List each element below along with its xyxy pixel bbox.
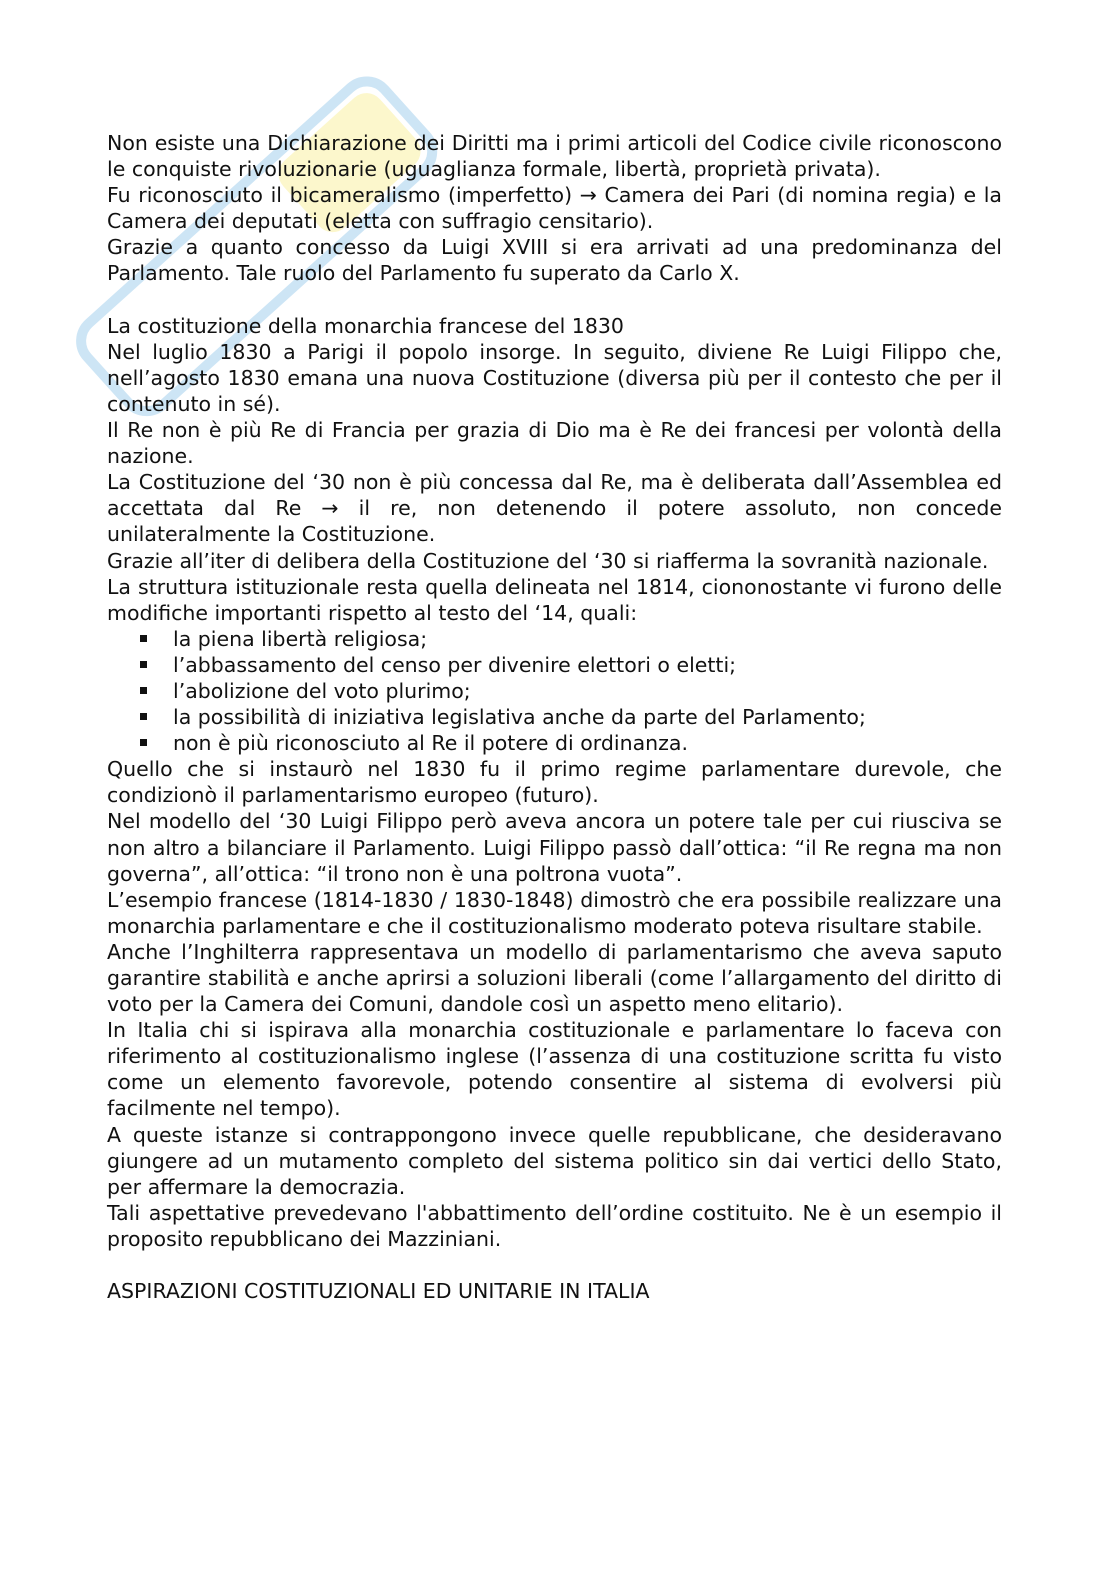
blank-line (107, 287, 1002, 313)
bullet-item: la possibilità di iniziativa legislativa anche da parte del Parlamento; (140, 704, 1002, 730)
bullet-list (107, 626, 1002, 756)
paragraph: Tali aspettative prevedevano l'abbattimento dell’ordine costituito. Ne è un esempio il proposito repubblicano dei Mazziniani. (107, 1200, 1002, 1251)
paragraph: Il Re non è più Re di Francia per grazia di Dio ma è Re dei francesi per volontà della nazione. (107, 418, 1002, 469)
paragraph: In Italia chi si ispirava alla monarchia costituzionale e parlamentare lo faceva con riferimento al costituzionalismo inglese (l’assenza di una costituzione scritta fu visto come un elemento favorevole, potendo consentire al sistema di evolversi più facilmente nel tempo). (107, 1018, 1002, 1121)
paragraph: La struttura istituzionale resta quella delineata nel 1814, ciononostante vi furono delle modifiche importanti rispetto al testo del ‘14, quali: (107, 574, 1002, 625)
paragraph: L’esempio francese (1814-1830 / 1830-1848) dimostrò che era possibile realizzare una monarchia parlamentare e che il costituzionalismo moderato poteva risultare stabile. (107, 887, 1002, 938)
bullet-item: l’abbassamento del censo per divenire elettori o eletti; (140, 652, 1002, 678)
paragraph: Non esiste una Dichiarazione dei Diritti ma i primi articoli del Codice civile riconoscono le conquiste rivoluzionarie (uguaglianza formale, libertà, proprietà privata). (107, 131, 1002, 182)
document-page (107, 130, 1002, 1304)
section-heading: ASPIRAZIONI COSTITUZIONALI ED UNITARIE IN ITALIA (107, 1279, 650, 1304)
paragraph: Grazie a quanto concesso da Luigi XVIII si era arrivati ad una predominanza del Parlamento. Tale ruolo del Parlamento fu superato da Carlo X. (107, 235, 1002, 286)
bullet-item: l’abolizione del voto plurimo; (140, 678, 1002, 704)
paragraph: Nel modello del ‘30 Luigi Filippo però aveva ancora un potere tale per cui riusciva se non altro a bilanciare il Parlamento. Luigi Filippo passò dall’ottica: “il Re regna ma non governa”, all’ottica: “il trono non è una poltrona vuota”. (107, 809, 1002, 886)
bullet-item: la piena libertà religiosa; (140, 626, 1002, 652)
paragraph: Anche l’Inghilterra rappresentava un modello di parlamentarismo che aveva saputo garantire stabilità e anche aprirsi a soluzioni liberali (come l’allargamento del diritto di voto per la Camera dei Comuni, dandole così un aspetto meno elitario). (107, 939, 1002, 1017)
bullet-item: non è più riconosciuto al Re il potere di ordinanza. (140, 730, 1002, 756)
paragraph: A queste istanze si contrappongono invece quelle repubblicane, che desideravano giungere ad un mutamento completo del sistema politico sin dai vertici dello Stato, per affermare la democrazia. (107, 1122, 1002, 1199)
paragraph: Nel luglio 1830 a Parigi il popolo insorge. In seguito, diviene Re Luigi Filippo che, nell’agosto 1830 emana una nuova Costituzione (diversa più per il contesto che per il contenuto in sé). (107, 339, 1002, 416)
paragraph: Quello che si instaurò nel 1830 fu il primo regime parlamentare durevole, che condizionò il parlamentarismo europeo (futuro). (107, 757, 1002, 808)
section-heading: La costituzione della monarchia francese del 1830 (107, 313, 624, 338)
paragraph: Fu riconosciuto il bicameralismo (imperfetto) → Camera dei Pari (di nomina regia) e la Camera dei deputati (eletta con suffragio censitario). (107, 183, 1002, 234)
paragraph: Grazie all’iter di delibera della Costituzione del ‘30 si riafferma la sovranità nazionale. (107, 548, 989, 573)
paragraph: La Costituzione del ‘30 non è più concessa dal Re, ma è deliberata dall’Assemblea ed accettata dal Re → il re, non detenendo il potere assoluto, non concede unilateralmente la Costituzione. (107, 470, 1002, 547)
blank-line (107, 1252, 1002, 1278)
